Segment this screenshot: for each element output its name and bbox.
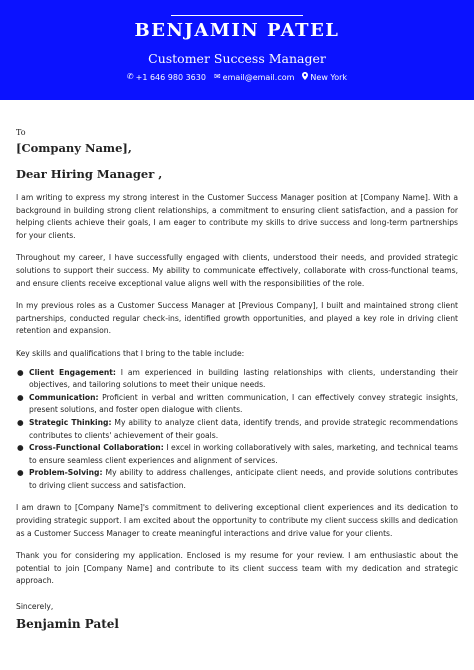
skills-list <box>16 367 458 493</box>
letter-body <box>16 128 458 632</box>
signoff: Sincerely, <box>16 602 54 612</box>
skill-text: I am experienced in building lasting relationships with clients, understanding their objectives, and tailoring solutions to meet their unique needs. <box>29 367 459 390</box>
signature-name: Benjamin Patel <box>16 616 119 631</box>
recipient-label: To <box>16 128 26 137</box>
bullet-icon: ● <box>17 443 24 453</box>
skill-text: I excel in working collaboratively with sales, marketing, and technical teams to ensure seamless client experiences and alignment of services. <box>29 443 458 465</box>
skill-title: Problem-Solving: <box>29 468 103 478</box>
bullet-icon: ● <box>17 367 24 377</box>
skill-title: Cross-Functional Collaboration: <box>29 443 164 453</box>
paragraph: Thank you for considering my application. Enclosed is my resume for your review. I am enthusiastic about the potential to join [Company Name] and contribute to its client success team with my dedication and strategic approach. <box>16 551 458 586</box>
skill-item <box>17 467 458 492</box>
paragraph: In my previous roles as a Customer Success Manager at [Previous Company], I built and maintained strong client partnerships, conducted regular check-ins, identified growth opportunities, and played a key role in driving client retention and expansion. <box>16 301 458 336</box>
skill-title: Communication: <box>29 392 99 402</box>
skill-item <box>17 417 459 442</box>
contact-location <box>302 72 347 82</box>
bullet-icon: ● <box>17 417 24 427</box>
skill-item <box>17 442 458 467</box>
email-icon: ✉ <box>213 72 221 81</box>
paragraph: Throughout my career, I have successfully engaged with clients, understood their needs, and provided strategic solutions to support their success. My ability to communicate effectively, collaborate with cross-functional teams, and ensure clients receive exceptional value aligns well with the responsibilities of the role. <box>16 253 458 288</box>
skill-title: Client Engagement: <box>29 367 116 377</box>
location-text: New York <box>310 72 348 82</box>
contact-row <box>0 72 474 82</box>
contact-email <box>214 72 294 82</box>
skill-text: My ability to analyze client data, identify trends, and provide strategic recommendations contributes to clients' achievement of their goals. <box>29 417 459 440</box>
location-icon <box>302 72 308 82</box>
bullet-icon: ● <box>17 392 24 402</box>
phone-text: +1 646 980 3630 <box>135 72 206 82</box>
job-title: Customer Success Manager <box>148 51 326 66</box>
skill-text: My ability to address challenges, anticipate client needs, and provide solutions contributes to driving client success and satisfaction. <box>29 468 458 490</box>
contact-phone <box>127 72 206 82</box>
header-banner <box>0 0 474 100</box>
skill-title: Strategic Thinking: <box>29 417 112 427</box>
bullet-icon: ● <box>17 468 24 478</box>
paragraph: Key skills and qualifications that I bring to the table include: <box>16 348 245 358</box>
email-text: email@email.com <box>222 72 295 82</box>
salutation: Dear Hiring Manager , <box>16 167 163 181</box>
skill-item <box>17 367 459 392</box>
skill-item <box>17 392 458 417</box>
header-divider <box>171 15 303 16</box>
applicant-name: BENJAMIN PATEL <box>134 20 340 41</box>
phone-icon: ✆ <box>126 72 134 81</box>
recipient-company: [Company Name], <box>16 141 132 155</box>
paragraph: I am drawn to [Company Name]'s commitment to delivering exceptional client experiences and its dedication to providing strategic support. I am excited about the opportunity to contribute my client success skills and dedication as a Customer Success Manager to create meaningful interactions and drive value for your clients. <box>16 503 458 538</box>
paragraph: I am writing to express my strong interest in the Customer Success Manager position at [Company Name]. With a background in building strong client relationships, a commitment to ensuring client satisfaction, and a passion for helping clients achieve their goals, I am eager to contribute my skills to drive success and long-term partnerships for your clients. <box>16 193 458 240</box>
skill-text: Proficient in verbal and written communication, I can effectively convey strategic insights, present solutions, and foster open dialogue with clients. <box>29 392 458 415</box>
